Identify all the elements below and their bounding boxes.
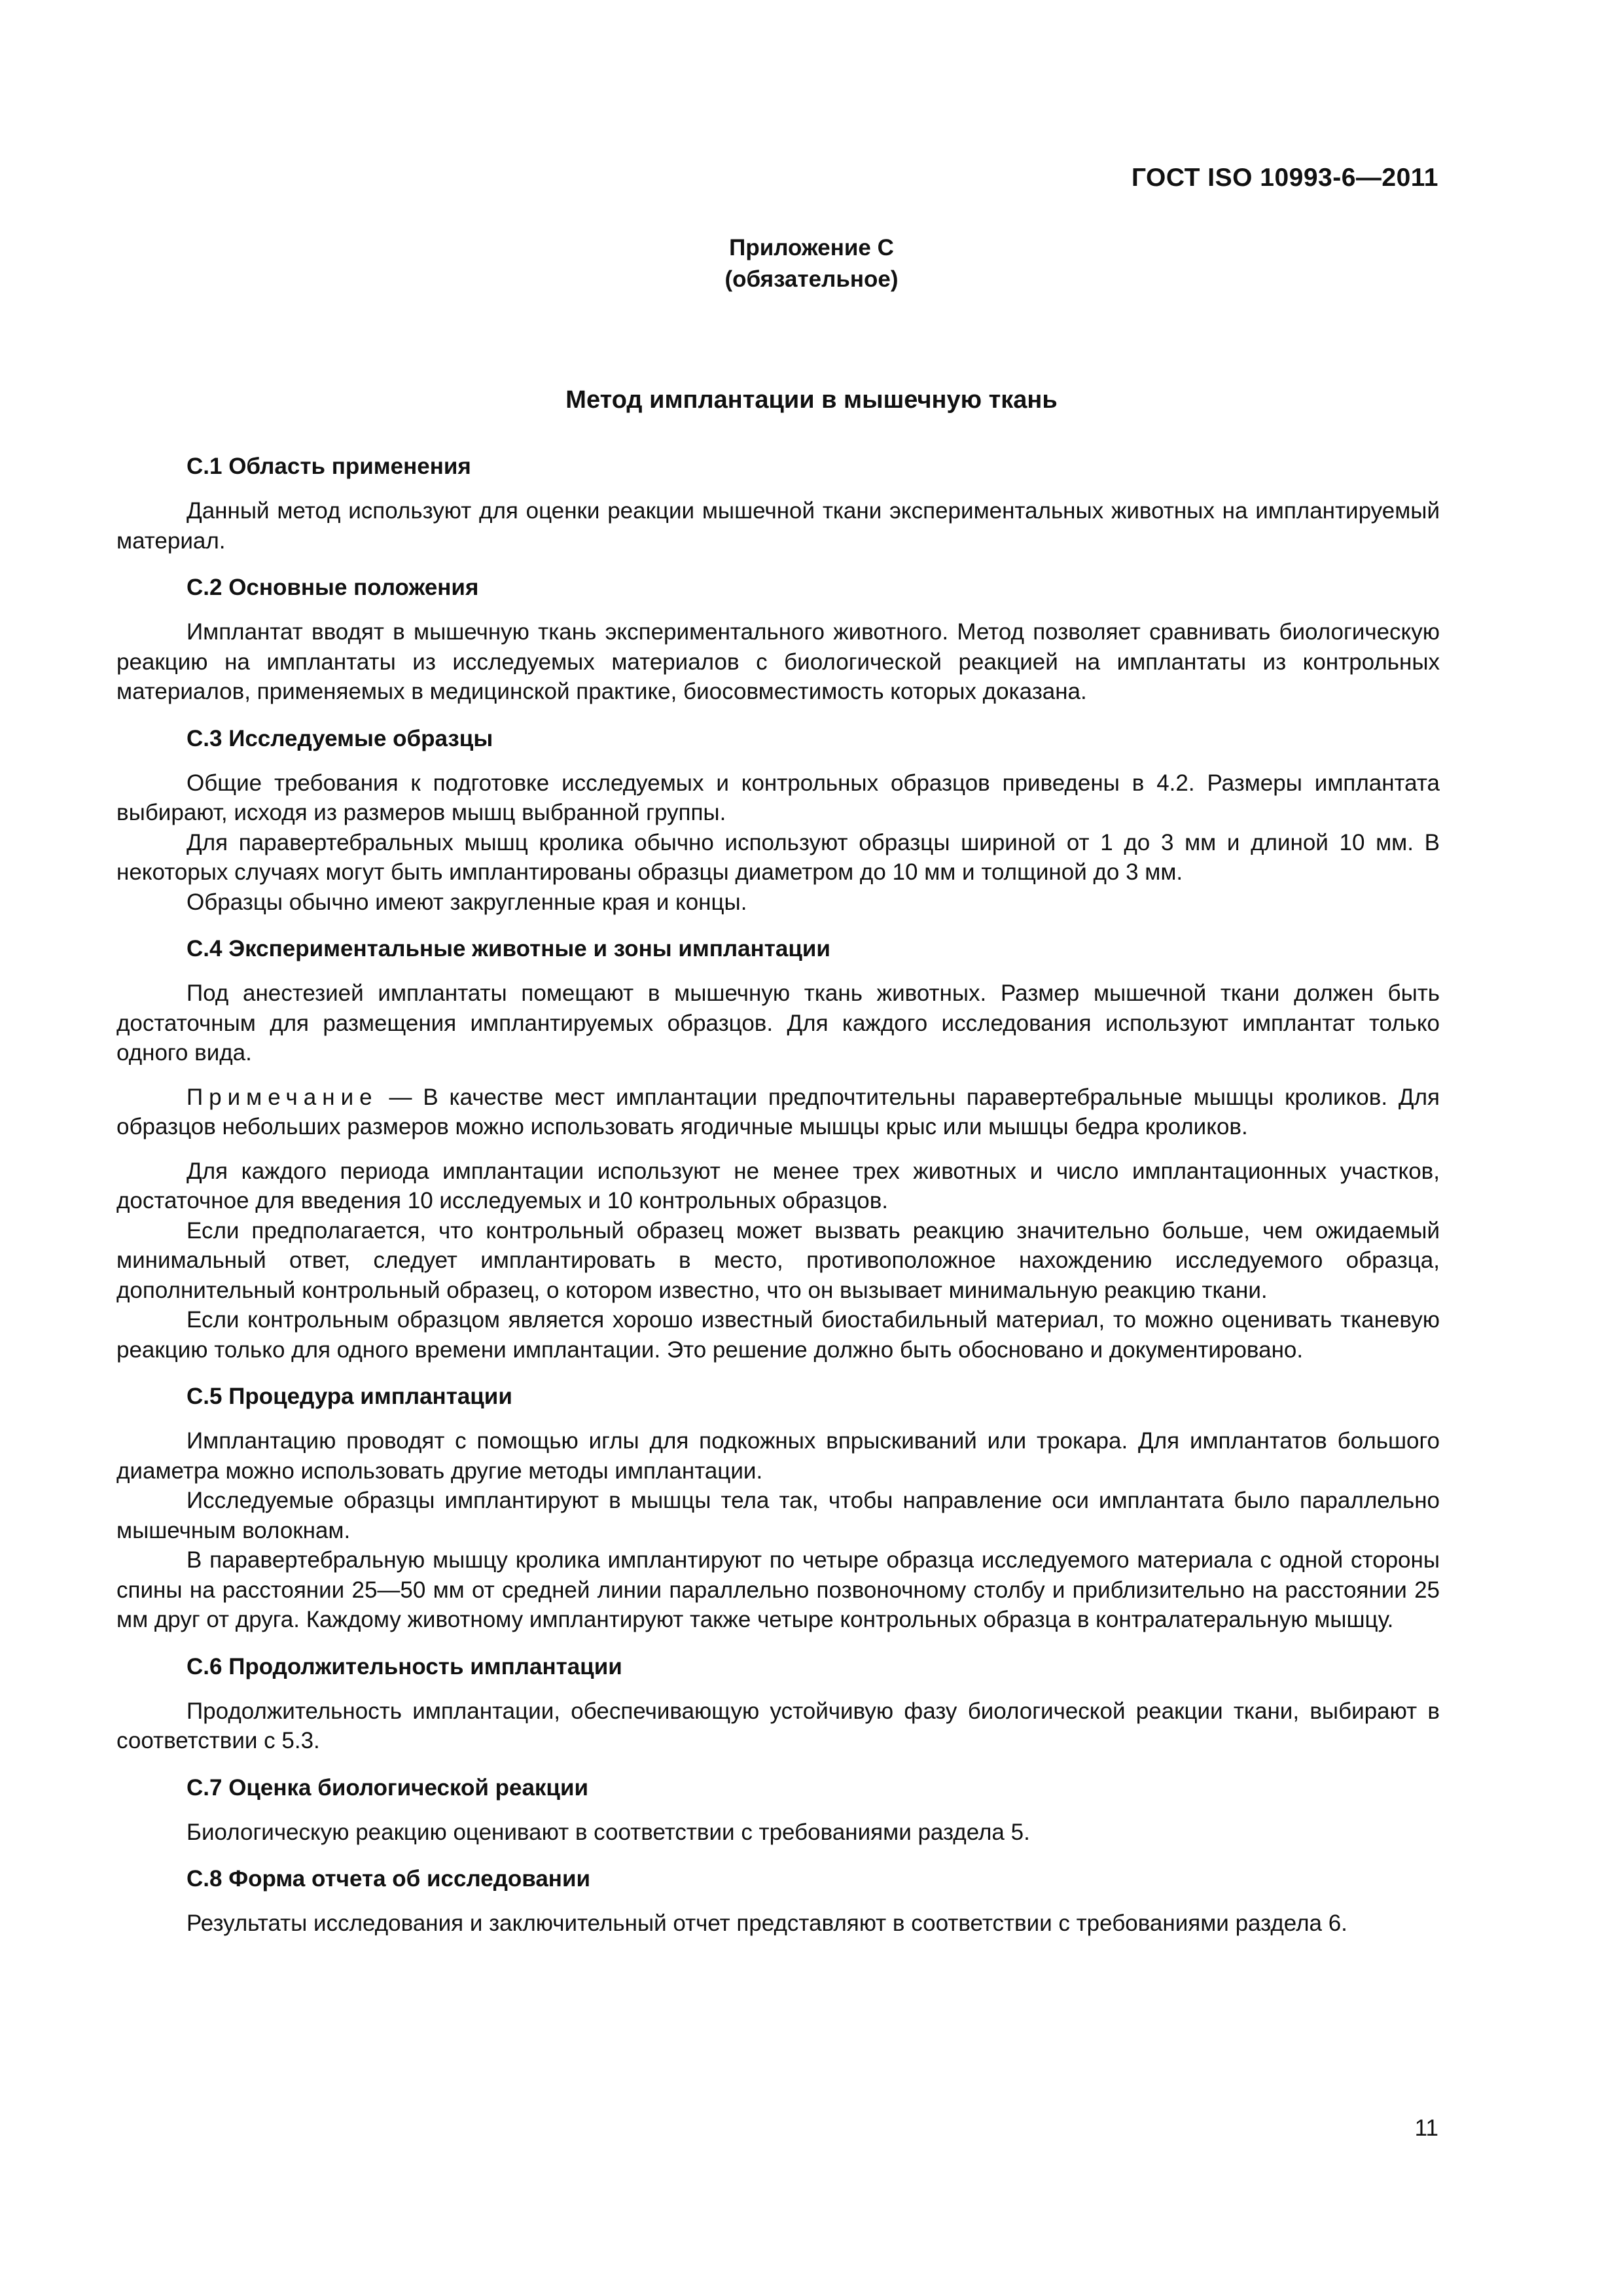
paragraph: Данный метод используют для оценки реакции мышечной ткани экспериментальных животных на имплантируемый материал. <box>116 498 1440 554</box>
note-text: — В качестве мест имплантации предпочтительны паравертебральные мышцы кроликов. Для образцов небольших размеров можно использовать ягодичные мышцы крыс или мышцы бедра кроликов. <box>116 1084 1440 1139</box>
paragraph: Имплантацию проводят с помощью иглы для подкожных впрыскиваний или трокара. Для имплантатов большого диаметра можно использовать другие методы имплантации. <box>116 1428 1440 1484</box>
paragraph: Результаты исследования и заключительный отчет представляют в соответствии с требованиями раздела 6. <box>187 1910 1347 1936</box>
paragraph: Под анестезией имплантаты помещают в мышечную ткань животных. Размер мышечной ткани должен быть достаточным для размещения имплантируемых образцов. Для каждого исследования используют имплантат только одного вида. <box>116 980 1440 1066</box>
section-heading-c4: C.4 Экспериментальные животные и зоны имплантации <box>187 936 830 961</box>
paragraph: В паравертебральную мышцу кролика имплантируют по четыре образца исследуемого материала с одной стороны спины на расстоянии 25—50 мм от средней линии параллельно позвоночному столбу и приблизительно на расстоянии 25 мм друг от друга. Каждому животному имплантируют также четыре контрольных образца в контралатеральную мышцу. <box>116 1547 1440 1632</box>
page-number: 11 <box>1414 2115 1438 2141</box>
section-heading-c8: C.8 Форма отчета об исследовании <box>187 1866 590 1892</box>
section-heading-c7: C.7 Оценка биологической реакции <box>187 1774 588 1801</box>
annex-label: Приложение C <box>729 235 894 260</box>
paragraph: Образцы обычно имеют закругленные края и концы. <box>187 889 747 915</box>
section-heading-c5: C.5 Процедура имплантации <box>187 1384 512 1409</box>
section-heading-c6: C.6 Продолжительность имплантации <box>187 1653 622 1679</box>
paragraph: Для каждого периода имплантации используют не менее трех животных и число имплантационных участков, достаточное для введения 10 исследуемых и 10 контрольных образцов. <box>116 1158 1440 1213</box>
paragraph: Если предполагается, что контрольный образец может вызвать реакцию значительно больше, чем ожидаемый минимальный ответ, следует имплантировать в место, противоположное нахождению исследуемого образца, дополнительный контрольный образец, о котором известно, что он вызывает минимальную реакцию ткани. <box>116 1217 1440 1303</box>
paragraph: Исследуемые образцы имплантируют в мышцы тела так, чтобы направление оси имплантата было параллельно мышечным волокнам. <box>116 1488 1440 1543</box>
paragraph: Если контрольным образцом является хорошо известный биостабильный материал, то можно оценивать тканевую реакцию только для одного времени имплантации. Это решение должно быть обосновано и документировано. <box>116 1307 1440 1363</box>
paragraph: Биологическую реакцию оценивают в соответствии с требованиями раздела 5. <box>187 1819 1030 1845</box>
note <box>116 1083 1440 1142</box>
paragraph: Для паравертебральных мышц кролика обычно используют образцы шириной от 1 до 3 мм и длиной 10 мм. В некоторых случаях могут быть имплантированы образцы диаметром до 10 мм и толщиной до 3 мм. <box>116 829 1440 885</box>
document-body <box>116 452 1440 1939</box>
document-title: Метод имплантации в мышечную ткань <box>565 386 1058 414</box>
paragraph: Продолжительность имплантации, обеспечивающую устойчивую фазу биологической реакции ткани, выбирают в соответствии с 5.3. <box>116 1698 1440 1753</box>
section-heading-c3: C.3 Исследуемые образцы <box>187 725 493 751</box>
document-code: ГОСТ ISO 10993-6—2011 <box>1131 164 1438 192</box>
section-heading-c2: C.2 Основные положения <box>187 575 479 600</box>
paragraph: Общие требования к подготовке исследуемых и контрольных образцов приведены в 4.2. Размеры имплантата выбирают, исходя из размеров мышц выбранной группы. <box>116 770 1440 825</box>
note-label: Примечание <box>187 1084 378 1110</box>
annex-status: (обязательное) <box>724 266 899 292</box>
paragraph: Имплантат вводят в мышечную ткань экспериментального животного. Метод позволяет сравнивать биологическую реакцию на имплантаты из исследуемых материалов с биологической реакцией на имплантаты из контрольных материалов, применяемых в медицинской практике, биосовместимость которых доказана. <box>116 619 1440 704</box>
section-heading-c1: C.1 Область применения <box>187 454 471 479</box>
